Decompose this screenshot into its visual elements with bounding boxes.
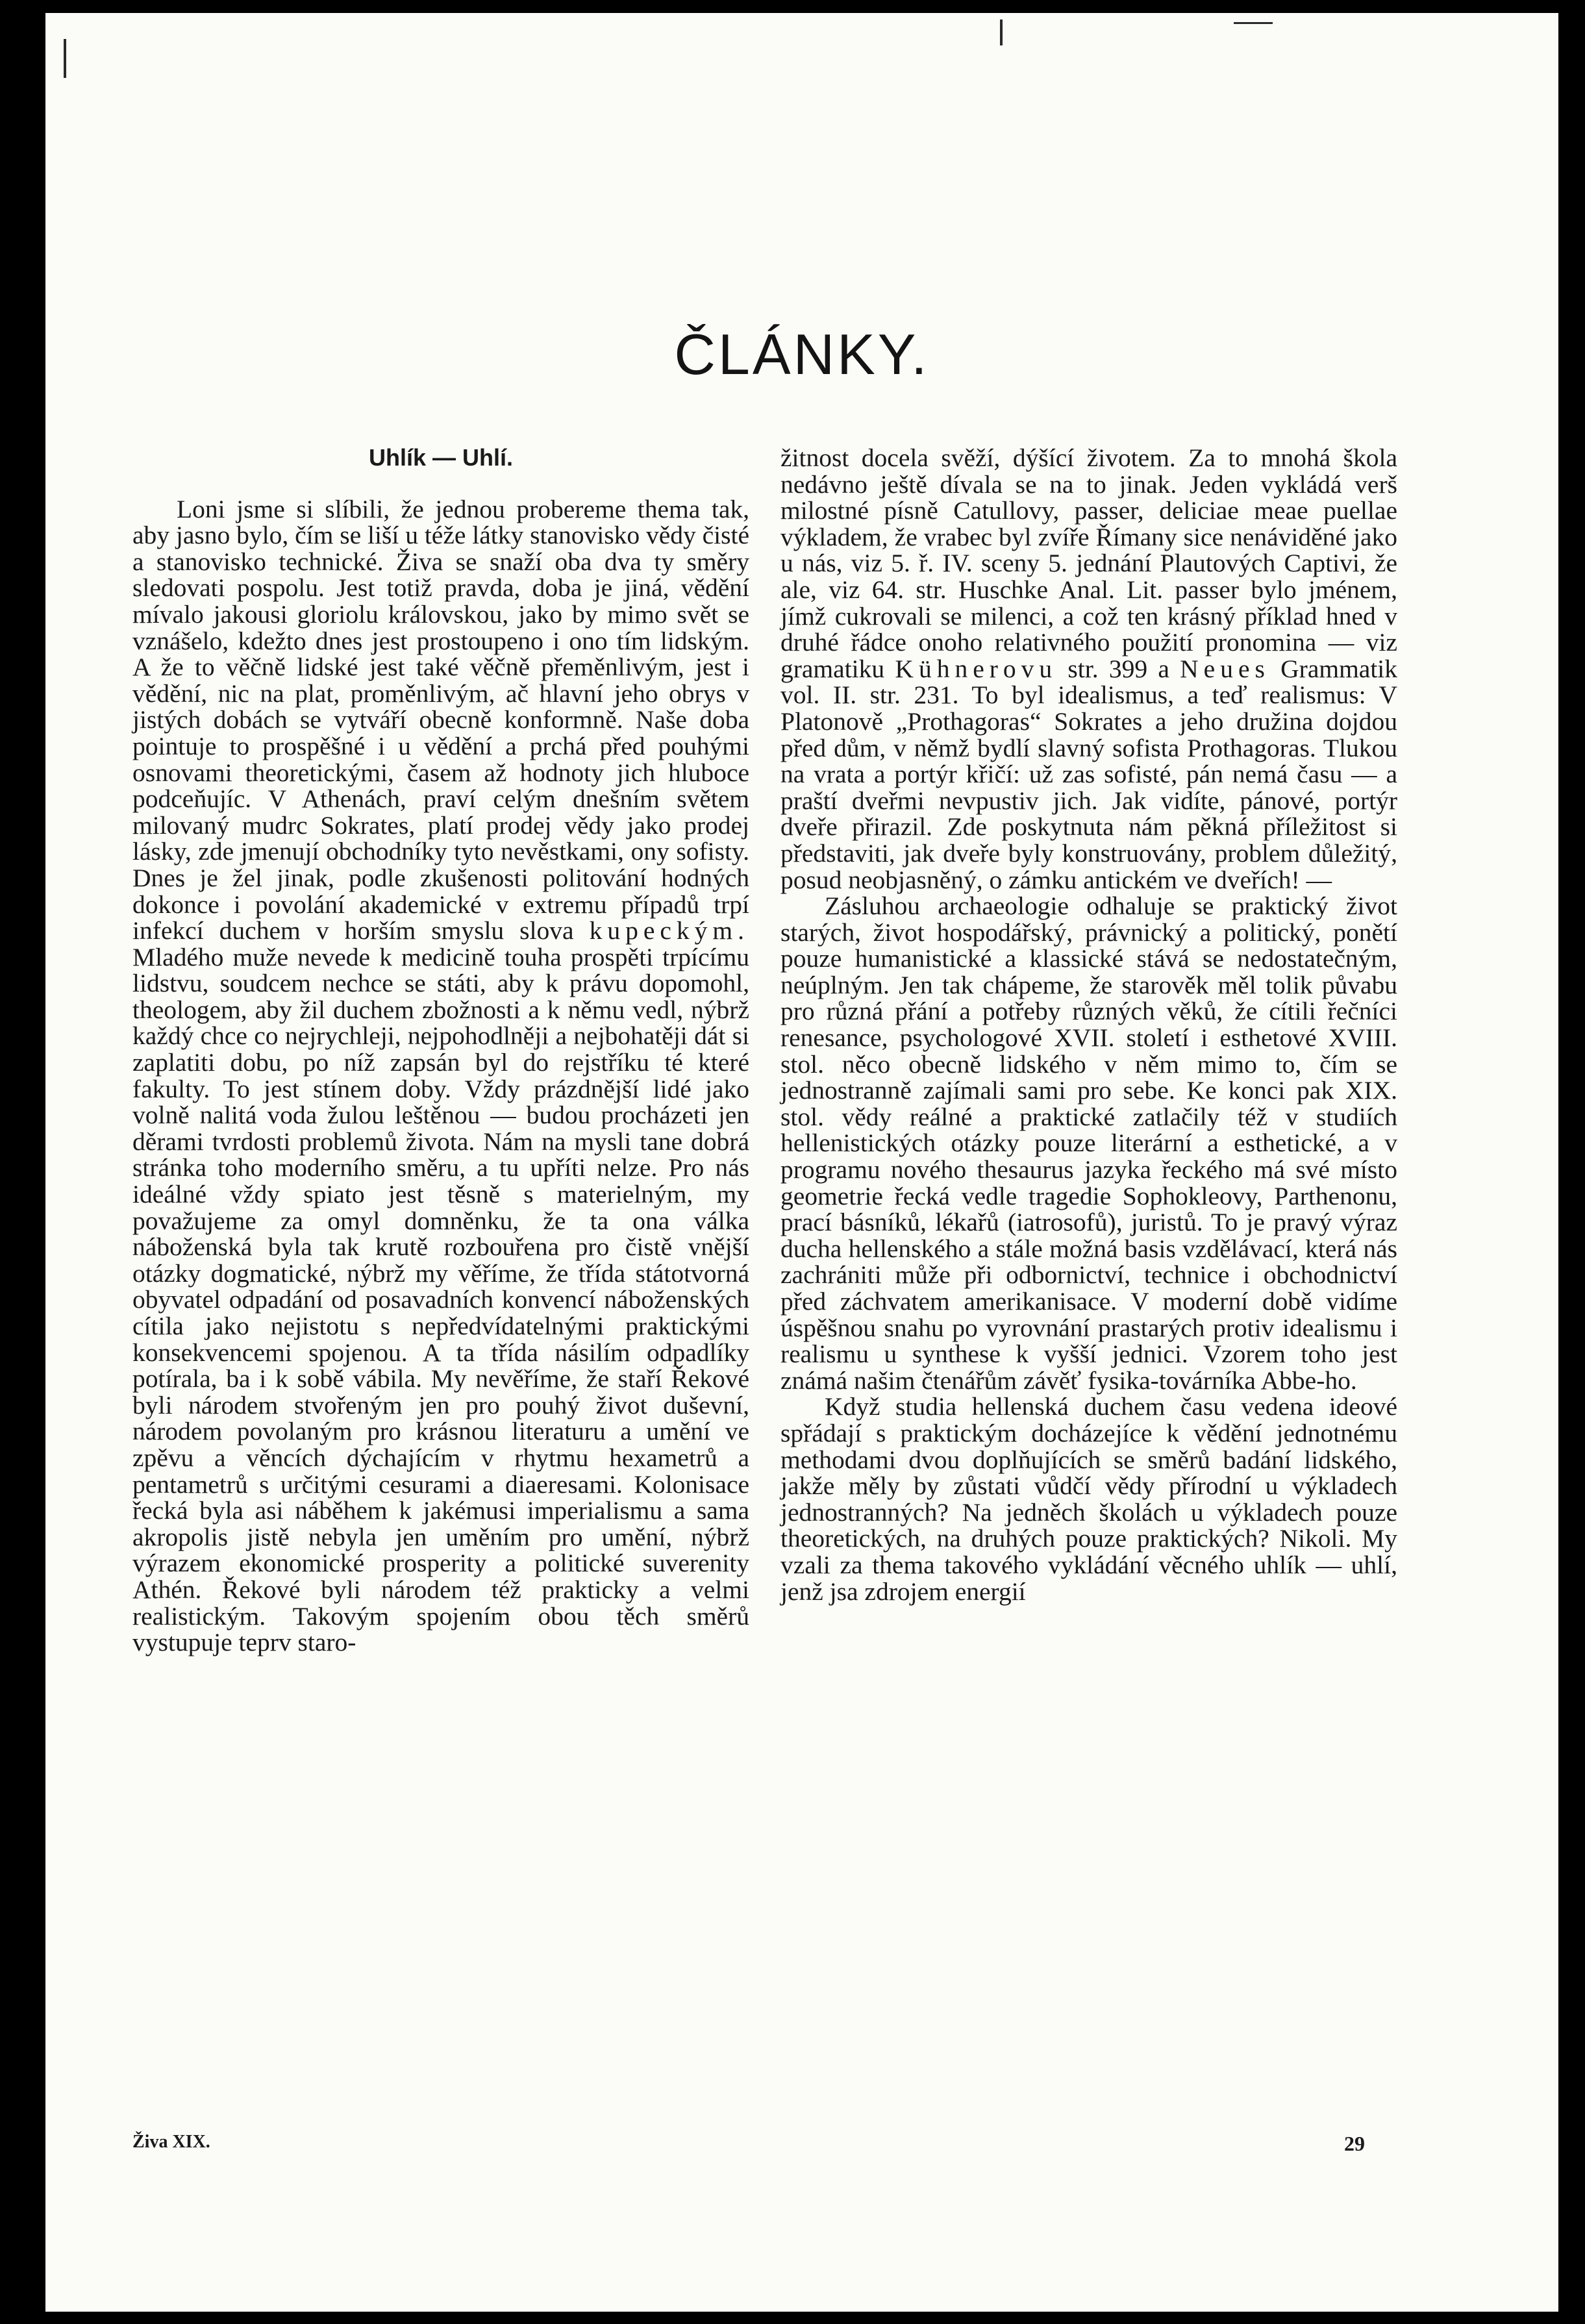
paragraph-text: str. 399 a [1067, 654, 1169, 683]
scan-artifact [1234, 22, 1273, 24]
emphasized-name: Neues [1180, 654, 1270, 683]
paragraph: Když studia hellenská duchem času vedena ideové spřádají s praktickým docházejíce k vědění jednotnému methodami dvou doplňujících se směrů badání lidského, jakže měly by zůstati vůdčí vědy přírodní u výkladech jednostranných? Na jedněch školách u výkladech pouze theoretických, na druhých pouze praktických? Nikoli. My vzali za thema takového vykládání věcného uhlík — uhlí, jenž jsa zdrojem energií [780, 1392, 1397, 1606]
paragraph-text: žitnost docela svěží, dýšící životem. Za to mnohá škola nedávno ještě dívala se na to jinak. Jeden vykládá verš milostné písně Catullovy, passer, deliciae meae puellae výkladem, že vrabec byl zvíře Římany sice nenáviděné jako u nás, viz 5. ř. IV. sceny 5. jednání Plautových Captivi, že ale, viz 64. str. Huschke Anal. Lit. passer bylo jménem, jímž cukrovali se milenci, a což ten krásný příklad hned v druhé řádce onoho relativného použití pronomina — viz gramatiku [780, 444, 1397, 683]
emphasized-name: Kühnerovu [895, 654, 1058, 683]
paragraph-text: Loni jsme si slíbili, že jednou probereme thema tak, aby jasno bylo, čím se liší u téže látky stanovisko vědy čisté a stanovisko technické. Živa se snaží oba dva ty směry sledovati pospolu. Jest totiž pravda, doba je jiná, vědění mívalo jakousi gloriolu královskou, jako by mimo svět se vznášelo, kdežto dnes jest prostoupeno i ono tím lidským. A že to věčně lidské jest také věčně přeměnlivým, jest i vědění, nic na plat, proměnlivým, ač hlavní jeho obrys v jistých dobách se vytváří obecně konformně. Naše doba pointuje to prospěšné i u vědění a prchá před pouhými osnovami theoretickými, časem až hodnoty jich hluboce podceňujíc. V Athenách, praví celým dnešním světem milovaný mudrc Sokrates, platí prodej vědy jako prodej lásky, zde jmenují obchodníky tyto nevěstkami, ony sofisty. Dnes je žel jinak, podle zkušenosti politování hodných dokonce i povolání akademické v extremu případů trpí infekcí duchem v horším smyslu slova [132, 494, 750, 945]
right-column [780, 445, 1397, 1605]
paragraph [780, 445, 1397, 893]
paragraph-text: Mladého muže nevede k medicině touha prospěti trpícímu lidstvu, soudcem nechce se státi, aby k právu dopomohl, theologem, aby žil duchem zbožnosti a k němu vedl, nýbrž každý chce co nejrychleji, nejpohodlněji a nejbohatěji dát si zaplatiti dobu, po níž zapsán byl do rejstříku té které fakulty. To jest stínem doby. Vždy prázdnější lidé jako volně nalitá voda žulou leštěnou — budou procházeti jen děrami tvrdosti problemů života. Nám na mysli tane dobrá stránka toho moderního směru, a tu upříti nelze. Pro nás ideálné vždy spiato jest těsně s materielným, my považujeme za omyl domněnku, že ta ona válka náboženská byla tak krutě rozbouřena pro čistě vnější otázky dogmatické, nýbrž my věříme, že třída státotvorná obyvatel odpadání od posavadních konvencí náboženských cítila jako nejistotu s nepředvídatelnými praktickými konsekvencemi spojenou. A ta třída násilím odpadlíky potírala, ba i k sobě vábila. My nevěříme, že staří Řekové byli národem stvořeným jen pro pouhý život duševní, národem povolaným pro krásnou literaturu a umění ve zpěvu a věncích dýchajícím v rhytmu hexametrů a pentametrů s určitými cesurami a diaeresami. Kolonisace řecká byla asi náběhem k jakémusi imperialismu a sama akropolis jistě nebyla jen uměním pro umění, nýbrž výrazem ekonomické prosperity a politické suverenity Athén. Řekové byli národem též prakticky a velmi realistickým. Takovým spojením obou těch směrů vystupuje teprv staro- [132, 942, 749, 1657]
paragraph-text: Grammatik vol. II. str. 231. To byl idealismus, a teď realismus: V Platonově „Prothagoras“ Sokrates a jeho družina dojdou před dům, v němž bydlí slavný sofista Prothagoras. Tlukou na vrata a portýr křičí: už zas sofisté, pán nemá času — a praští dveřmi nevpustiv jich. Jak vidíte, pánové, portýr dveře přirazil. Zde poskytnuta nám pěkná příležitost si představiti, jak dveře byly konstruovány, problem důležitý, posud neobjasněný, o zámku antickém ve dveřích! — [780, 654, 1398, 894]
section-heading: ČLÁNKY. [674, 322, 930, 386]
page-number: 29 [1344, 2132, 1365, 2155]
scan-artifact [64, 39, 66, 78]
emphasized-word: kupeckým. [589, 916, 750, 945]
paragraph: Zásluhou archaeologie odhaluje se praktický život starých, život hospodářský, právnický a politický, ponětí pouze humanistické a klassické stává se nedostatečným, neúplným. Jen tak chápeme, že starověk měl tolik půvabu pro různá přání a potřeby různých věků, že cítili řečníci renesance, psychologové XVII. století i esthetové XVIII. stol. něco obecně lidského v něm mimo to, čím se jednostranně zajímali sami pro sebe. Ke konci pak XIX. stol. vědy reálné a praktické zatlačily též v studiích hellenistických otázky pouze literární a esthetické, a v programu nového thesaurus jazyka řeckého má své místo geometrie řecká vedle tragedie Sophokleovy, Parthenonu, prací básníků, lékařů (iatrosofů), juristů. To je pravý výraz ducha hellenského a stále možná basis vzdělávací, která nás zachrániti může při odbornictví, technice i obchodnictví před záchvatem amerikanisace. V moderní době vidíme úspěšnou snahu po vyrovnání prastarých protiv idealismu i realismu u synthese k vyšší jednici. Vzorem toho jest známá našim čtenářům závěť fysika-továrníka Abbe-ho. [780, 892, 1397, 1395]
scan-artifact [1000, 19, 1003, 45]
paragraph [132, 496, 749, 1656]
article-title: Uhlík — Uhlí. [368, 444, 513, 471]
left-column [132, 445, 749, 1656]
journal-footer: Živa XIX. [132, 2132, 210, 2152]
scanned-page [45, 13, 1558, 2312]
